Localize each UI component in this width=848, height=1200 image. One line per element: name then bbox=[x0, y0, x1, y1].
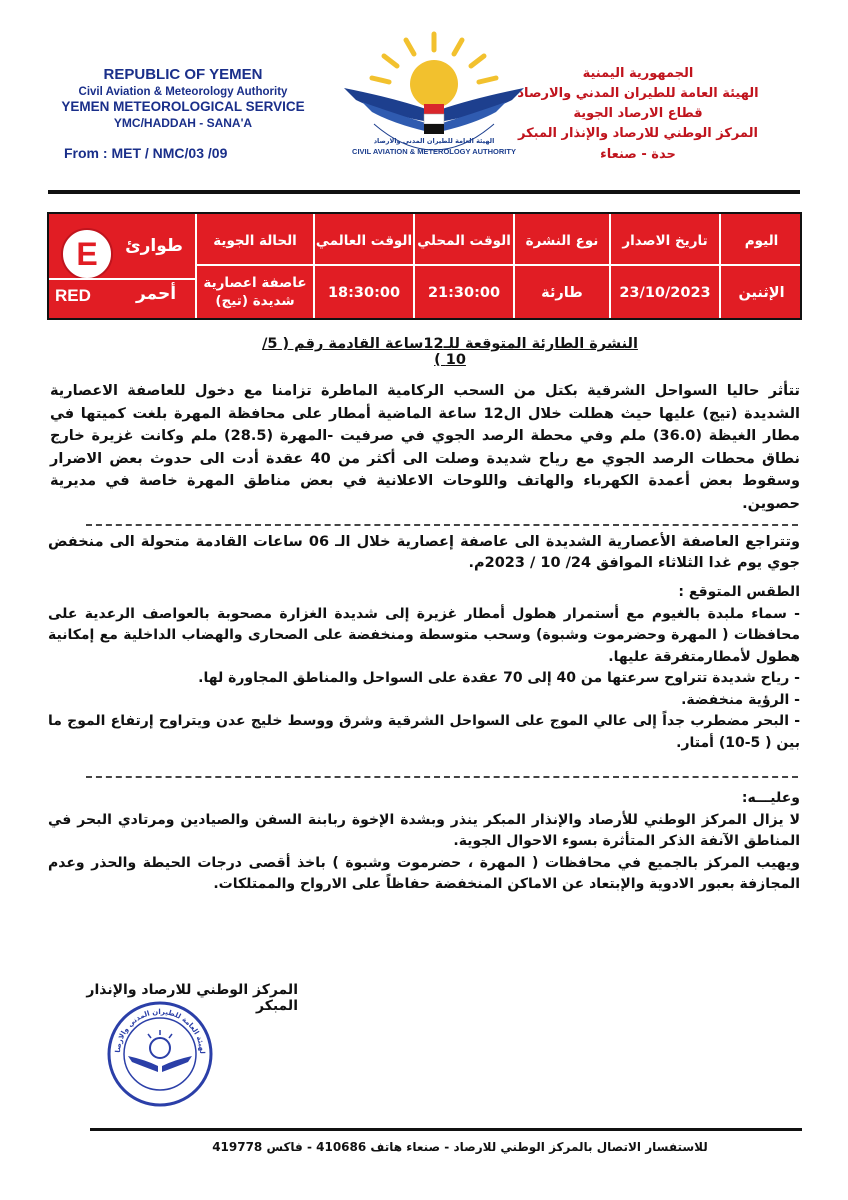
footer-divider bbox=[90, 1128, 802, 1131]
header-weather-state: الحالة الجوية bbox=[213, 233, 297, 249]
official-stamp bbox=[106, 1000, 214, 1108]
logo-caption: CIVIL AVIATION & METEROLOGY AUTHORITY bbox=[352, 147, 516, 156]
bulletin-title: النشرة الطارئة المتوقعة للـ12ساعة القادمة رقم ( 5/ 10 ) bbox=[262, 336, 638, 368]
badge-divider bbox=[49, 278, 195, 280]
arabic-header bbox=[488, 64, 788, 165]
alert-level-ar: أحمر bbox=[135, 284, 177, 304]
signature-center: المركز الوطني للارصاد والإنذار المبكر bbox=[86, 982, 298, 1014]
location: YMC/HADDAH - SANA'A bbox=[113, 116, 253, 130]
emergency-letter: E bbox=[61, 228, 113, 280]
authority-name-ar: الهيئة العامة للطيران المدني والارصاد bbox=[517, 86, 759, 102]
value-weather-state: عاصفة اعصارية شديدة (تيج) bbox=[203, 275, 307, 309]
current-conditions-paragraph: تتأثر حاليا السواحل الشرقية بكتل من السحب الركامية الماطرة تزامنا مع دخول للعاصفة الاعصارية الشديدة (تيج) عليها حيث هطلت خلال ال12 ساعة الماضية أمطار على محافظة المهرة بلغت كميتها في مطار الغيظة (36.0) ملم وفي محطة الرصد الجوي في صرفيت -المهرة (28.5) ملم وكانت غزيرة خارج نطاق محطات الرصد الجوي مع رياح شديدة وصلت الى أكثر من 40 عقدة أدت الى حدوث بعض الاضرار وسقوط بعض أعمدة الكهرباء والهاتف واللوحات الاعلانية في بعض مناطق المهرة خاصة في مديرية حصوين. bbox=[50, 383, 800, 512]
center-name-ar: المركز الوطني للارصاد والإنذار المبكر bbox=[518, 126, 758, 142]
value-issue-date: 23/10/2023 bbox=[619, 284, 711, 301]
emergency-label-ar: طوارئ bbox=[125, 236, 183, 256]
service-name: YEMEN METEOROLOGICAL SERVICE bbox=[61, 99, 305, 115]
from-reference: From : MET / NMC/03 /09 bbox=[64, 145, 228, 161]
header-bulletin-type: نوع النشرة bbox=[525, 233, 599, 249]
value-bulletin-type: طارئة bbox=[541, 284, 583, 301]
value-utc-time: 18:30:00 bbox=[327, 284, 401, 301]
expected-item: - رياح شديدة تتراوح سرعتها من 40 إلى 70 عقدة على السواحل والمناطق المجاورة لها. bbox=[198, 670, 800, 686]
header-divider bbox=[48, 190, 800, 194]
sector-name-ar: قطاع الارصاد الجوية bbox=[573, 106, 703, 122]
expected-item: - الرؤية منخفضة. bbox=[681, 691, 800, 708]
svg-text:الهيئة العامة للطيران المدني و bbox=[106, 1000, 206, 1054]
header-local-time: الوقت المحلي bbox=[417, 233, 511, 249]
authority-name: Civil Aviation & Meteorology Authority bbox=[78, 85, 288, 98]
location-ar: حدة - صنعاء bbox=[600, 146, 676, 162]
header-day: اليوم bbox=[744, 233, 779, 249]
logo-caption-ar: الهيئة العامة للطيران المدني والارصاد bbox=[373, 137, 495, 145]
forecast-paragraph: وتتراجع العاصفة الأعصارية الشديدة الى عاصفة إعصارية خلال الـ 06 ساعات القادمة متحولة الى منخفض جوي يوم غدا الثلاثاء الموافق 24/ 10 / 2023م. bbox=[48, 534, 800, 571]
header-issue-date: تاريخ الاصدار bbox=[622, 233, 708, 249]
section-divider bbox=[86, 776, 798, 778]
value-local-time: 21:30:00 bbox=[427, 284, 501, 301]
english-header bbox=[48, 66, 318, 131]
emergency-badge bbox=[49, 214, 195, 318]
value-day: الإثنين bbox=[738, 284, 785, 301]
republic-title: REPUBLIC OF YEMEN bbox=[103, 66, 263, 83]
expected-item: - سماء ملبدة بالغيوم مع أستمرار هطول أمطار غزيرة إلى شديدة الغزارة مصحوبة بالعواصف الرعدية على محافظات ( المهرة وحضرموت وشبوة) وسحب متوسطة ومنخفضة على الصحارى والهضاب الداخلية مع إمكانية هطول لأمطارمتفرقة عليها. bbox=[48, 605, 800, 665]
expected-weather-title: الطقس المتوقع : bbox=[678, 584, 800, 600]
contact-footer: للاستفسار الاتصال بالمركز الوطني للارصاد - صنعاء هاتف 410686 - فاكس 419778 bbox=[212, 1140, 708, 1154]
expected-item: - البحر مضطرب جداً إلى عالي الموج على السواحل الشرقية وشرق ووسط خليج عدن ويتراوح إرتفاع الموج ما بين ( 5-10) أمتار. bbox=[48, 713, 800, 751]
bulletin-info-table bbox=[47, 212, 802, 320]
stamp-text: لهيئة العامة للطيران المدني والارصاد bbox=[114, 1007, 207, 1055]
warnings-title: وعليـــه: bbox=[741, 790, 800, 806]
warning-item: لا يزال المركز الوطني للأرصاد والإنذار المبكر ينذر وبشدة الإخوة ربابنة السفن والصيادين ومرتادي البحر في المناطق الآنفة الذكر المتأثرة بسوء الاحوال الجوية. bbox=[48, 811, 800, 849]
header-utc-time: الوقت العالمي bbox=[315, 233, 413, 249]
warning-item: ويهيب المركز بالجميع في محافظات ( المهرة ، حضرموت وشبوة ) باخذ أقصى درجات الحيطة والحذر وعدم المجازفة بعبور الادوية والإبتعاد عن الاماكن المنخفضة حفاظاً على الارواح والممتلكات. bbox=[48, 854, 800, 892]
expected-weather-section bbox=[48, 582, 800, 754]
republic-title-ar: الجمهورية اليمنية bbox=[582, 66, 694, 81]
section-divider bbox=[86, 524, 798, 526]
warnings-section bbox=[48, 788, 800, 896]
alert-level-en: RED bbox=[55, 286, 91, 305]
